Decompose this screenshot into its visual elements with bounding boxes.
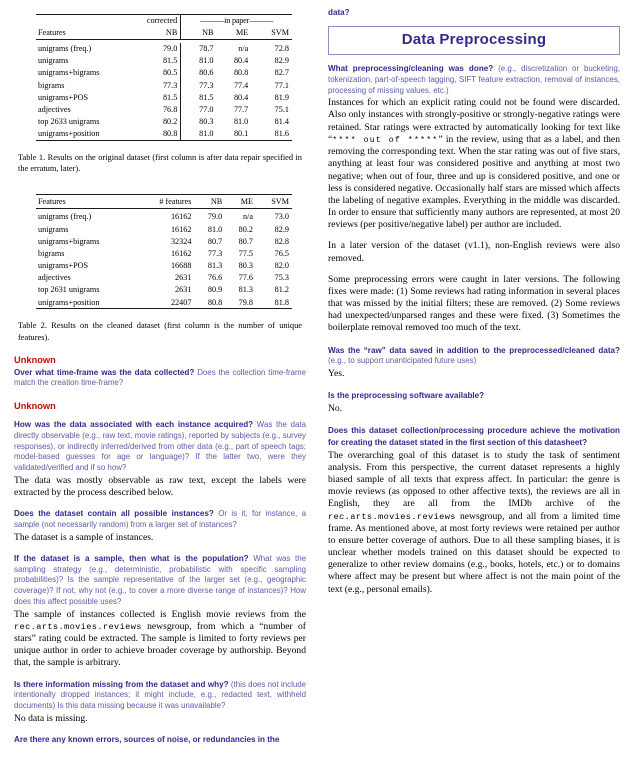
- question-missing-info: [14, 679, 306, 712]
- cell-feature: unigrams+POS: [38, 261, 89, 271]
- cell-svm: 76.5: [274, 248, 289, 258]
- table-row: [36, 223, 292, 235]
- cell-nb: 79.0: [207, 212, 223, 222]
- table-row: [36, 128, 292, 141]
- table-row: [36, 55, 292, 67]
- question-population-bold: If the dataset is a sample, then what is the population?: [14, 553, 249, 563]
- cell-nb: 81.5: [181, 92, 217, 104]
- answer-motivation-achieved: [328, 450, 620, 596]
- cell-feature: unigrams (freq.): [38, 212, 92, 222]
- table-row: [36, 211, 292, 223]
- cell-feature: unigrams+POS: [38, 92, 89, 102]
- table-1-wrapper: [14, 8, 306, 141]
- table-2-header-row: [36, 195, 292, 208]
- table-2-col-nfeatures: # features: [137, 195, 195, 208]
- cell-me: 77.4: [233, 80, 249, 90]
- table-2-wrapper: [14, 174, 306, 309]
- table-2-col-features: Features: [36, 195, 137, 208]
- cell-svm: 81.8: [256, 296, 292, 309]
- cell-feature: bigrams: [38, 80, 65, 90]
- cell-me: 80.8: [233, 68, 249, 78]
- answer-population: [14, 609, 306, 670]
- table-row: [36, 104, 292, 116]
- unknown-answer-1: Unknown: [14, 354, 56, 365]
- cell-nfeatures: 2631: [175, 285, 192, 295]
- cell-me: n/a: [242, 212, 253, 222]
- cell-corrected-nb: 76.8: [162, 104, 178, 114]
- cell-me: 80.4: [233, 56, 249, 66]
- table-1-group-header-row: [36, 15, 292, 28]
- cell-nb: 77.0: [181, 104, 217, 116]
- cell-feature: unigrams (freq.): [38, 44, 92, 54]
- answer-preprocessing-part1: Instances for which an explicit rating could not be found were discarded. Also only instances with strongly-positive or strongly-negative ratings were retained. Star ratings were extracted by automatically looking for text like “: [328, 97, 620, 145]
- question-preprocessing-bold: What preprocessing/cleaning was done?: [328, 64, 494, 73]
- cell-svm: 81.6: [251, 128, 292, 141]
- answer-raw-data-saved: Yes.: [328, 368, 345, 380]
- cell-nb: 80.3: [181, 116, 217, 128]
- answer-population-part2: newsgroup, from which a “number of stars” rating could be extracted. The sample is limited to forty reviews per unique author in order to achieve broader coverage by authorship. Beyond that, the sample is arbitrary.: [14, 620, 306, 669]
- cell-nfeatures: 22407: [137, 296, 195, 309]
- cell-svm: 81.2: [274, 285, 289, 295]
- answer-acquired: The data was mostly observable as raw text, except the labels were extracted by the process described below.: [14, 474, 306, 499]
- table-row: [36, 284, 292, 296]
- table-row: [36, 116, 292, 128]
- unknown-answer-2: Unknown: [14, 401, 56, 412]
- answer-preprocessing-fixes: Some preprocessing errors were caught in later versions. The following fixes were made: (1) Some reviews had rating information in several places that was missed by the initial filters; these are removed. (2) Some reviews had unexpected/unparsed ranges and these were fixed. (3) Sometimes the boilerplate removal removed too much of the text.: [328, 273, 620, 334]
- cell-nb: 80.7: [207, 236, 223, 246]
- cell-corrected-nb: 80.5: [162, 68, 178, 78]
- cell-feature: adjectives: [38, 104, 71, 114]
- cell-me: 80.2: [238, 224, 253, 234]
- table-row: [36, 248, 292, 260]
- answer-missing-info: No data is missing.: [14, 712, 88, 724]
- cell-svm: 75.1: [274, 104, 289, 114]
- table-1-col-me: ME: [216, 27, 251, 40]
- table-row: [36, 43, 292, 55]
- question-raw-data-saved-bold: Was the “raw” data saved in addition to the preprocessed/cleaned data?: [328, 345, 620, 355]
- cell-feature: unigrams+position: [36, 296, 137, 309]
- question-population-rest: What was the sampling strategy (e.g., deterministic, probabilistic with specific sampling probabilities)? Is the sample representative of the larger set (e.g., geographic coverage)? If not, why not (e.g., to cover a more diverse range of instances)? How does this affect possible uses?: [14, 553, 306, 606]
- table-1-header-row: [36, 27, 292, 40]
- cell-nfeatures: 16162: [170, 248, 192, 258]
- cell-svm: 82.0: [274, 261, 289, 271]
- question-raw-data-saved-rest: (e.g., to support unanticipated future uses): [328, 356, 477, 366]
- question-errors-bold: Are there any known errors, sources of noise, or redundancies in the: [14, 734, 280, 744]
- question-all-instances-bold: Does the dataset contain all possible instances?: [14, 509, 214, 519]
- question-missing-info-rest: (this does not include intentionally dropped instances; it might include, e.g., redacted text, withheld documents) Is this data missing because it was unavailable?: [14, 679, 306, 711]
- newsgroup-name: rec.arts.movies.reviews: [14, 621, 142, 632]
- cell-nb: 80.6: [181, 67, 217, 79]
- cell-feature: unigrams: [38, 56, 69, 66]
- cell-corrected-nb: 80.8: [129, 128, 181, 141]
- table-row: [36, 79, 292, 91]
- answer-preprocessing-v11: In a later version of the dataset (v1.1), non-English reviews were also removed.: [328, 240, 620, 264]
- cell-me: 80.4: [233, 92, 249, 102]
- cell-svm: 81.4: [274, 117, 289, 127]
- cell-me: 81.3: [238, 285, 253, 295]
- cell-corrected-nb: 77.3: [162, 80, 178, 90]
- question-missing-info-bold: Is there information missing from the dataset and why?: [14, 679, 229, 689]
- cell-me: 79.8: [225, 296, 256, 309]
- table-row: [36, 235, 292, 247]
- cell-nb: 77.3: [181, 79, 217, 91]
- table-1-col-features: Features: [36, 27, 129, 40]
- cell-nfeatures: 32324: [170, 236, 192, 246]
- cell-nfeatures: 16162: [170, 224, 192, 234]
- cell-svm: 82.8: [274, 236, 289, 246]
- table-1-col-corrected-nb: NB: [129, 27, 181, 40]
- cell-nb: 81.0: [207, 224, 223, 234]
- answer-motivation-part2: newsgroup, and all from a limited time frame. As mentioned above, at most forty reviews were retained per author to ensure better coverage of authors. Due to all these sampling biases, it is unclear whether models trained on this dataset should be expected to generalize to other review domains (e.g., books, hotels, etc.) or to domains where affect may be present but where affect is not the main point of the text (e.g., personal emails).: [328, 510, 620, 595]
- cell-nfeatures: 16688: [170, 261, 192, 271]
- question-all-instances: [14, 508, 306, 531]
- cell-feature: unigrams+bigrams: [38, 236, 100, 246]
- table-1-col-svm: SVM: [251, 27, 292, 40]
- table-row: [36, 92, 292, 104]
- results-table-original: [36, 14, 292, 141]
- table-1-group-blank: [36, 15, 129, 28]
- left-column: [14, 8, 306, 775]
- question-timeframe-bold: Over what time-frame was the data collected?: [14, 367, 195, 377]
- cell-corrected-nb: 80.2: [162, 117, 178, 127]
- table-row: [36, 272, 292, 284]
- cell-feature: unigrams+bigrams: [38, 68, 100, 78]
- cell-svm: 82.7: [274, 68, 289, 78]
- cell-me: 80.7: [238, 236, 253, 246]
- table-1-group-corrected: corrected: [129, 15, 181, 28]
- table-2-col-me: ME: [225, 195, 256, 208]
- question-acquired: [14, 419, 306, 474]
- cell-nb: 80.9: [207, 285, 223, 295]
- cell-nb: 76.6: [207, 273, 223, 283]
- table-2-caption: Table 2. Results on the cleaned dataset (first column is the number of unique features).: [18, 321, 302, 342]
- cell-me: 80.1: [216, 128, 251, 141]
- table-row: [36, 296, 292, 309]
- star-rating-pattern: **** out of *****: [332, 135, 439, 145]
- cell-corrected-nb: 81.5: [162, 56, 178, 66]
- results-table-cleaned: [36, 194, 292, 309]
- answer-software-available: No.: [328, 403, 343, 414]
- question-motivation-achieved-bold: Does this dataset collection/processing procedure achieve the motivation for creating the dataset stated in the first section of this datasheet?: [328, 426, 620, 447]
- answer-motivation-part1: The overarching goal of this dataset is to study the task of sentiment analysis. From this perspective, the current dataset represents a highly biased sample of all texts that express affect. In particular: the genre is movie reviews (as opposed to other affective texts), the reviews are all in English, they are all from the IMDb archive of the: [328, 449, 620, 510]
- cell-feature: bigrams: [38, 248, 65, 258]
- cell-svm: 73.0: [274, 212, 289, 222]
- cell-svm: 82.9: [274, 56, 289, 66]
- question-timeframe: [14, 367, 306, 390]
- cell-me: n/a: [238, 44, 249, 54]
- newsgroup-name: rec.arts.movies.reviews: [328, 511, 456, 522]
- cell-svm: 77.1: [274, 80, 289, 90]
- question-acquired-bold: How was the data associated with each instance acquired?: [14, 420, 254, 430]
- cell-feature: adjectives: [38, 273, 71, 283]
- table-2-col-nb: NB: [194, 195, 225, 208]
- question-raw-data-saved: [328, 345, 620, 368]
- cell-svm: 81.9: [274, 92, 289, 102]
- cell-me: 77.5: [238, 248, 253, 258]
- table-1-caption: Table 1. Results on the original dataset (first column is after data repair specified in the erratum, later).: [18, 153, 302, 174]
- cell-me: 77.6: [238, 273, 253, 283]
- table-row: [36, 67, 292, 79]
- table-1-col-nb: NB: [181, 27, 217, 40]
- cell-corrected-nb: 81.5: [162, 92, 178, 102]
- section-title: Data Preprocessing: [401, 31, 547, 48]
- question-software-available-bold: Is the preprocessing software available?: [328, 391, 485, 401]
- answer-preprocessing: [328, 97, 620, 231]
- question-all-instances-rest: Or is it, for instance, a sample (not necessarily random) from a larger set of instances?: [14, 509, 306, 529]
- cell-svm: 75.3: [274, 273, 289, 283]
- question-acquired-rest: Was the data directly observable (e.g., raw text, movie ratings), reported by subjects (e.g., survey responses), or indirectly inferred/derived from other data (e.g., part of speech tags; model-based guesses for age or language)? If the latter two, were they validated/verified and if so how?: [14, 420, 306, 473]
- cell-me: 81.0: [233, 117, 249, 127]
- right-column: [328, 8, 620, 775]
- cell-nb: 81.0: [181, 55, 217, 67]
- cell-svm: 72.8: [274, 44, 289, 54]
- answer-preprocessing-part2: ” in the review, using that as a label, and then removing the corresponding text. When the star rating was out of five stars, anything at least four was considered positive and anything at most two negative; when out of four, three and up is considered positive, and one or less is considered negative. Occasionally half stars are missed which affects the labeling of negative examples. Everything in the middle was discarded. In order to ensure that sufficiently many authors are represented, at most 20 reviews (per positive/negative label) per author are included.: [328, 133, 620, 231]
- cell-nb: 78.7: [181, 43, 217, 55]
- cell-feature: unigrams: [38, 224, 69, 234]
- question-software-available: [328, 390, 620, 402]
- table-row: [36, 260, 292, 272]
- cell-nfeatures: 2631: [175, 273, 192, 283]
- cell-me: 80.3: [238, 261, 253, 271]
- cell-nb: 81.0: [181, 128, 217, 141]
- answer-population-part1: The sample of instances collected is English movie reviews from the: [14, 608, 306, 620]
- section-banner-data-preprocessing: [328, 26, 620, 55]
- question-motivation-achieved: [328, 425, 620, 449]
- cell-nb: 81.3: [207, 261, 223, 271]
- table-1-group-inpaper: ———in paper———: [181, 15, 292, 28]
- cell-nb: 77.3: [207, 248, 223, 258]
- question-timeframe-rest: Does the collection time-frame match the creation time-frame?: [14, 367, 306, 388]
- question-preprocessing: [328, 63, 620, 96]
- question-preprocessing-rest: (e.g., discretization or bucketing, tokenization, part-of-speech tagging, SIFT feature extraction, removal of instances, processing of missing values, etc.): [328, 64, 620, 95]
- answer-all-instances: The dataset is a sample of instances.: [14, 531, 154, 543]
- cell-svm: 82.9: [274, 224, 289, 234]
- question-population: [14, 553, 306, 608]
- cell-nfeatures: 16162: [170, 212, 192, 222]
- cell-feature: top 2631 unigrams: [38, 285, 100, 295]
- table-2-col-svm: SVM: [256, 195, 292, 208]
- question-errors: [14, 734, 306, 746]
- cell-me: 77.7: [233, 104, 249, 114]
- cell-feature: top 2633 unigrams: [38, 117, 100, 127]
- cell-nb: 80.8: [194, 296, 225, 309]
- cell-corrected-nb: 79.0: [162, 44, 178, 54]
- cell-feature: unigrams+position: [36, 128, 129, 141]
- continued-question-fragment: data?: [328, 8, 350, 17]
